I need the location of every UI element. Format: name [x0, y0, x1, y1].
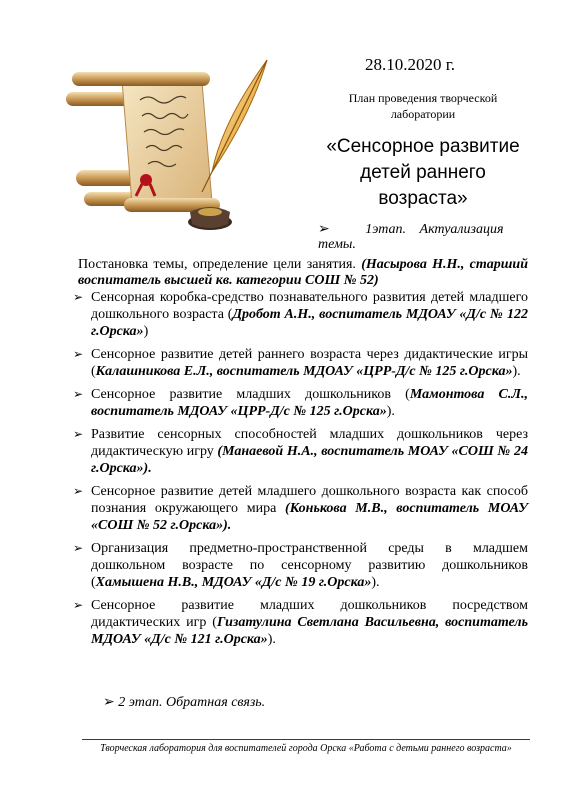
- item-text: Организация предметно-пространственной среды в младшем дошкольном возрасте по сенсорному развитию дошкольников (: [91, 541, 528, 590]
- item-tail: ).: [386, 404, 395, 419]
- item-author: Гизатулина Светлана Васильевна, воспитатель МДОАУ «Д/с № 121 г.Орска»: [91, 615, 529, 647]
- item-author: Хамышена Н.В., МДОАУ «Д/с № 19 г.Орска»: [95, 575, 372, 590]
- list-item: [73, 540, 528, 591]
- presentation-list: [73, 289, 528, 654]
- date: 28.10.2020 г.: [365, 55, 456, 74]
- arrow-bullet-icon: ➢: [103, 694, 115, 710]
- arrow-bullet-icon: ➢: [73, 598, 84, 612]
- arrow-bullet-icon: ➢: [73, 427, 84, 441]
- item-tail: ).: [267, 632, 276, 647]
- arrow-bullet-icon: ➢: [73, 387, 84, 401]
- item-tail: ).: [512, 364, 521, 379]
- topic-line-3: возраста»: [378, 188, 468, 209]
- plan-line-2: лаборатории: [390, 107, 456, 121]
- intro-paragraph: [78, 257, 528, 289]
- list-item: [73, 426, 528, 477]
- item-author: Дробот А.Н., воспитатель МДОАУ «Д/с № 122 г.Орска»: [91, 307, 528, 339]
- stage-1: [318, 222, 528, 252]
- stage-1-label: 1этап.: [365, 222, 407, 237]
- item-author: (Конькова М.В., воспитатель МОАУ «СОШ № 52 г.Орска»).: [91, 501, 528, 533]
- list-item: [73, 289, 528, 340]
- item-text: Сенсорное развитие детей младшего дошкольного возраста как способ познания окружающего мира: [91, 484, 528, 516]
- scroll-quill-illustration: [62, 52, 282, 242]
- arrow-bullet-icon: ➢: [73, 541, 84, 555]
- item-tail: ).: [371, 575, 380, 590]
- item-text: Развитие сенсорных способностей младших дошкольников через дидактическую игру: [91, 427, 528, 459]
- item-text: Сенсорная коробка-средство познавательного развития детей младшего дошкольного возраста (: [91, 290, 528, 322]
- arrow-bullet-icon: ➢: [318, 221, 330, 237]
- item-text: Сенсорное развитие детей раннего возраста через дидактические игры (: [91, 347, 528, 379]
- list-item: [73, 597, 528, 648]
- arrow-bullet-icon: ➢: [73, 347, 84, 361]
- intro-text: Постановка темы, определение цели занятия.: [78, 257, 362, 272]
- topic-line-2: детей раннего: [360, 162, 486, 183]
- arrow-bullet-icon: ➢: [73, 484, 84, 498]
- stage-2-text: 2 этап. Обратная связь.: [118, 695, 266, 710]
- topic-title: [310, 134, 536, 212]
- list-item: [73, 483, 528, 534]
- item-author: (Манаевой Н.А., воспитатель МОАУ «СОШ № 24 г.Орска»).: [91, 444, 528, 476]
- item-text: Сенсорное развитие младших дошкольников посредством дидактических игр (: [91, 598, 528, 630]
- item-author: Калашникова Е.Л., воспитатель МДОАУ «ЦРР-Д/с № 125 г.Орска»: [95, 364, 513, 379]
- intro-author: (Насырова Н.Н., старший воспитатель высшей кв. категории СОШ № 52): [78, 257, 528, 288]
- footer-text: Творческая лаборатория для воспитателей города Орска «Работа с детьми раннего возраста»: [100, 743, 512, 754]
- item-text: Сенсорное развитие младших дошкольников (: [91, 387, 410, 402]
- arrow-bullet-icon: ➢: [73, 290, 84, 304]
- stage-1-word: Актуализация: [419, 222, 504, 237]
- footer-divider: [82, 739, 530, 740]
- list-item: [73, 386, 528, 420]
- topic-line-1: «Сенсорное развитие: [326, 136, 520, 157]
- plan-title: [318, 90, 528, 122]
- item-author: Мамонтова С.Л., воспитатель МДОАУ «ЦРР-Д/с № 125 г.Орска»: [91, 387, 529, 419]
- item-tail: ): [143, 324, 149, 339]
- stage-1-tail: темы.: [318, 237, 356, 252]
- plan-line-1: План проведения творческой: [348, 91, 498, 105]
- stage-2: [103, 694, 265, 711]
- list-item: [73, 346, 528, 380]
